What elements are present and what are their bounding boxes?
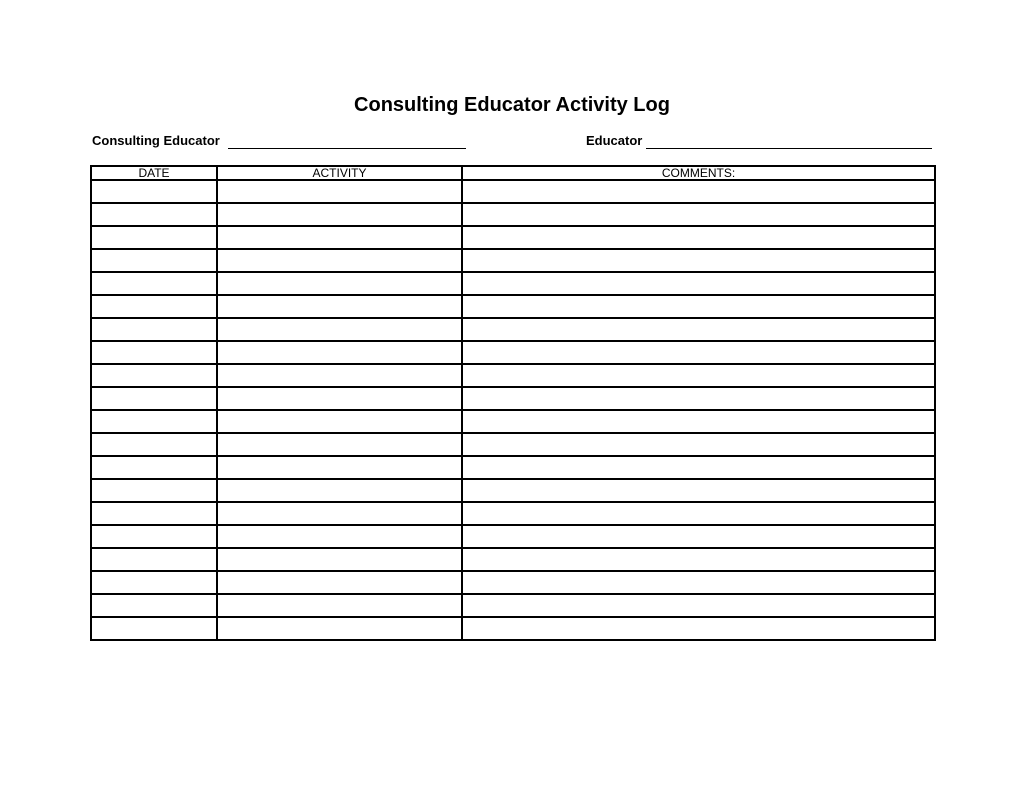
table-row (91, 295, 935, 318)
activity-cell[interactable] (217, 571, 462, 594)
comments-cell[interactable] (462, 410, 935, 433)
date-cell[interactable] (91, 387, 217, 410)
activity-cell[interactable] (217, 180, 462, 203)
activity-cell[interactable] (217, 226, 462, 249)
date-cell[interactable] (91, 364, 217, 387)
comments-cell[interactable] (462, 456, 935, 479)
activity-cell[interactable] (217, 502, 462, 525)
activity-cell[interactable] (217, 341, 462, 364)
comments-cell[interactable] (462, 479, 935, 502)
table-row (91, 226, 935, 249)
table-row (91, 433, 935, 456)
date-cell[interactable] (91, 433, 217, 456)
table-row (91, 364, 935, 387)
date-cell[interactable] (91, 318, 217, 341)
activity-cell[interactable] (217, 410, 462, 433)
table-row (91, 571, 935, 594)
date-cell[interactable] (91, 525, 217, 548)
activity-cell[interactable] (217, 594, 462, 617)
date-cell[interactable] (91, 502, 217, 525)
date-cell[interactable] (91, 479, 217, 502)
date-column-header: DATE (91, 166, 217, 180)
consulting-educator-label: Consulting Educator (92, 133, 220, 148)
table-header-row (91, 166, 935, 180)
comments-cell[interactable] (462, 594, 935, 617)
table-row (91, 525, 935, 548)
activity-cell[interactable] (217, 295, 462, 318)
activity-cell[interactable] (217, 548, 462, 571)
date-cell[interactable] (91, 456, 217, 479)
activity-cell[interactable] (217, 318, 462, 341)
comments-cell[interactable] (462, 203, 935, 226)
activity-cell[interactable] (217, 272, 462, 295)
date-cell[interactable] (91, 203, 217, 226)
activity-log-table (90, 165, 936, 641)
comments-column-header: COMMENTS: (462, 166, 935, 180)
activity-cell[interactable] (217, 433, 462, 456)
table-row (91, 203, 935, 226)
page-title: Consulting Educator Activity Log (354, 94, 670, 116)
consulting-educator-blank-line[interactable] (228, 135, 466, 149)
date-cell[interactable] (91, 295, 217, 318)
educator-field (586, 133, 932, 149)
activity-cell[interactable] (217, 364, 462, 387)
table-row (91, 479, 935, 502)
comments-cell[interactable] (462, 364, 935, 387)
activity-cell[interactable] (217, 617, 462, 640)
activity-column-header: ACTIVITY (217, 166, 462, 180)
table-row (91, 318, 935, 341)
activity-cell[interactable] (217, 387, 462, 410)
comments-cell[interactable] (462, 180, 935, 203)
table-row (91, 180, 935, 203)
date-cell[interactable] (91, 249, 217, 272)
comments-cell[interactable] (462, 548, 935, 571)
date-cell[interactable] (91, 226, 217, 249)
date-cell[interactable] (91, 341, 217, 364)
comments-cell[interactable] (462, 433, 935, 456)
table-body (91, 180, 935, 640)
comments-cell[interactable] (462, 341, 935, 364)
comments-cell[interactable] (462, 502, 935, 525)
comments-cell[interactable] (462, 525, 935, 548)
table-row (91, 548, 935, 571)
activity-cell[interactable] (217, 525, 462, 548)
activity-cell[interactable] (217, 249, 462, 272)
date-cell[interactable] (91, 272, 217, 295)
date-cell[interactable] (91, 180, 217, 203)
table-row (91, 594, 935, 617)
table-row (91, 502, 935, 525)
date-cell[interactable] (91, 548, 217, 571)
comments-cell[interactable] (462, 387, 935, 410)
consulting-educator-field (92, 133, 466, 149)
table-row (91, 272, 935, 295)
date-cell[interactable] (91, 410, 217, 433)
date-cell[interactable] (91, 594, 217, 617)
table-row (91, 410, 935, 433)
educator-label: Educator (586, 133, 643, 148)
table-row (91, 249, 935, 272)
date-cell[interactable] (91, 571, 217, 594)
activity-cell[interactable] (217, 203, 462, 226)
educator-blank-line[interactable] (646, 135, 932, 149)
comments-cell[interactable] (462, 226, 935, 249)
comments-cell[interactable] (462, 249, 935, 272)
table-row (91, 387, 935, 410)
activity-cell[interactable] (217, 479, 462, 502)
comments-cell[interactable] (462, 571, 935, 594)
comments-cell[interactable] (462, 617, 935, 640)
date-cell[interactable] (91, 617, 217, 640)
comments-cell[interactable] (462, 295, 935, 318)
table-row (91, 341, 935, 364)
table-row (91, 456, 935, 479)
table-row (91, 617, 935, 640)
activity-cell[interactable] (217, 456, 462, 479)
comments-cell[interactable] (462, 272, 935, 295)
comments-cell[interactable] (462, 318, 935, 341)
